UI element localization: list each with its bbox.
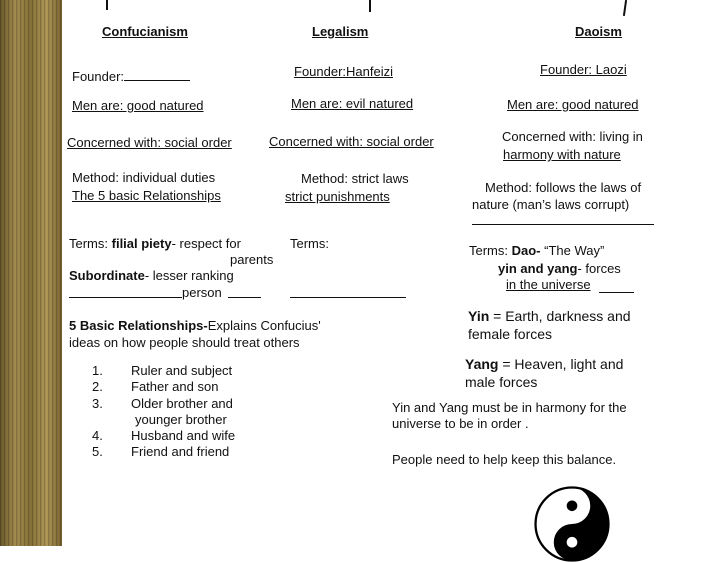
- relationships-title-cont: ideas on how people should treat others: [69, 335, 300, 350]
- confucianism-method: Method: individual duties: [72, 170, 216, 185]
- daoism-method-cont: nature (man’s laws corrupt): [472, 197, 630, 212]
- legalism-founder: Founder:Hanfeizi: [294, 64, 393, 79]
- list-item: 1. Ruler and subject: [92, 363, 233, 378]
- legalism-terms-blank-line: [290, 297, 406, 298]
- daoism-yang: Yang = Heaven, light and: [465, 356, 624, 372]
- legalism-concerned: Concerned with: social order: [269, 134, 434, 149]
- confucianism-term-filial-piety-cont: parents: [230, 252, 274, 267]
- list-item: 2. Father and son: [92, 379, 219, 394]
- balance-line: People need to help keep this balance.: [392, 452, 617, 467]
- legalism-method-sub: strict punishments: [285, 189, 390, 204]
- daoism-terms-blank-line: [599, 292, 634, 293]
- daoism-men-are: Men are: good natured: [507, 97, 639, 112]
- connector-tick-right: [623, 0, 627, 16]
- relationships-title: 5 Basic Relationships-Explains Confucius': [69, 318, 321, 333]
- daoism-yang-cont: male forces: [465, 374, 538, 390]
- daoism-yin-cont: female forces: [468, 326, 553, 342]
- legalism-terms: Terms:: [290, 236, 329, 251]
- confucianism-men-are: Men are: good natured: [72, 98, 204, 113]
- confucianism-term-filial-piety: Terms: filial piety- respect for: [69, 236, 241, 251]
- daoism-yin: Yin = Earth, darkness and: [468, 308, 631, 324]
- connector-tick-center: [369, 0, 371, 12]
- connector-tick-left: [106, 0, 108, 10]
- confucianism-concerned: Concerned with: social order: [67, 135, 232, 150]
- confucianism-title: Confucianism: [102, 24, 188, 39]
- harmony-line-1: Yin and Yang must be in harmony for the: [392, 400, 627, 415]
- list-item: 4. Husband and wife: [92, 428, 236, 443]
- confucianism-founder: Founder:: [72, 67, 190, 85]
- list-item: 5. Friend and friend: [92, 444, 230, 459]
- list-item: 3. Older brother and: [92, 396, 233, 411]
- daoism-title: Daoism: [575, 24, 622, 39]
- confucianism-method-sub: The 5 basic Relationships: [72, 188, 221, 203]
- legalism-men-are: Men are: evil natured: [291, 96, 414, 111]
- legalism-method: Method: strict laws: [301, 171, 409, 186]
- confucianism-terms-line-right: [228, 297, 261, 298]
- founder-blank[interactable]: [124, 67, 190, 81]
- daoism-concerned: Concerned with: living in: [502, 129, 643, 144]
- decorative-left-border: [0, 0, 62, 546]
- daoism-term-yin-yang-cont: in the universe: [506, 277, 591, 292]
- daoism-method: Method: follows the laws of: [485, 180, 642, 195]
- legalism-title: Legalism: [312, 24, 369, 39]
- daoism-founder: Founder: Laozi: [540, 62, 627, 77]
- daoism-concerned-sub: harmony with nature: [503, 147, 621, 162]
- daoism-term-dao: Terms: Dao- “The Way”: [469, 243, 605, 258]
- harmony-line-2: universe to be in order .: [392, 416, 529, 431]
- worksheet-page: [62, 0, 728, 546]
- confucianism-term-subordinate-cont: person: [182, 285, 222, 300]
- list-item: younger brother: [135, 412, 227, 427]
- confucianism-term-subordinate: Subordinate- lesser ranking: [69, 268, 234, 283]
- yin-yang-icon: [534, 486, 610, 562]
- daoism-term-yin-yang: yin and yang- forces: [498, 261, 621, 276]
- confucianism-terms-line-left: [69, 297, 182, 298]
- daoism-method-blank-line: [472, 224, 654, 225]
